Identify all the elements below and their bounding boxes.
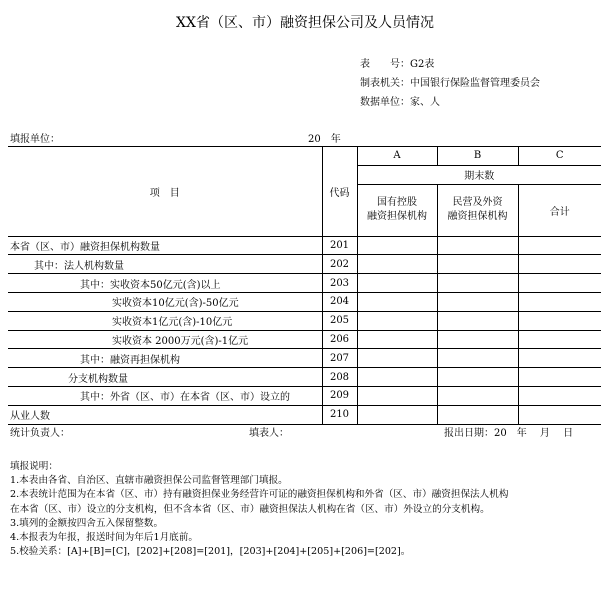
- value-cell-b[interactable]: [437, 405, 518, 424]
- table-row: [8, 255, 601, 274]
- value-cell-c[interactable]: [518, 368, 601, 387]
- report-year: 20 年: [308, 134, 341, 145]
- value-cell-a[interactable]: [357, 349, 437, 368]
- value-cell-a[interactable]: [357, 330, 437, 349]
- report-date: 报出日期：20 年 月 日: [444, 428, 574, 439]
- form-number-label: 表 号：: [360, 59, 410, 70]
- notes-heading: 填报说明：: [10, 461, 58, 472]
- value-cell-a[interactable]: [357, 255, 437, 274]
- col-title-state: 国有控股 融资担保机构: [357, 184, 437, 236]
- value-cell-b[interactable]: [437, 236, 518, 255]
- value-cell-b[interactable]: [437, 255, 518, 274]
- row-code: 208: [322, 368, 357, 387]
- code-header: 代码: [322, 147, 357, 237]
- issuer: 中国银行保险监督管理委员会: [410, 78, 540, 89]
- value-cell-a[interactable]: [357, 386, 437, 405]
- value-cell-c[interactable]: [518, 236, 601, 255]
- note-line: 4.本报表为年报，报送时间为年后1月底前。: [10, 532, 198, 544]
- row-label: 从业人数: [8, 405, 322, 424]
- value-cell-c[interactable]: [518, 292, 601, 311]
- filler-label: 填表人：: [249, 428, 289, 439]
- value-cell-a[interactable]: [357, 311, 437, 330]
- value-cell-b[interactable]: [437, 368, 518, 387]
- value-cell-c[interactable]: [518, 274, 601, 293]
- value-cell-c[interactable]: [518, 311, 601, 330]
- note-line: 5.校验关系：[A]+[B]=[C]，[202]+[208]=[201]，[203]+[204]+[205]+[206]=[202]。: [10, 546, 411, 558]
- page-title: XX省（区、市）融资担保公司及人员情况: [176, 15, 434, 31]
- table-row: [8, 349, 601, 368]
- period-header: 期末数: [357, 165, 601, 184]
- col-title-private: 民营及外资 融资担保机构: [437, 184, 518, 236]
- value-cell-c[interactable]: [518, 349, 601, 368]
- table-row: [8, 386, 601, 405]
- col-title-total: 合计: [518, 184, 601, 236]
- table-row: [8, 311, 601, 330]
- value-cell-b[interactable]: [437, 274, 518, 293]
- row-label: 其中：实收资本50亿元(含)以上: [8, 274, 322, 293]
- statistics-table: [8, 146, 601, 425]
- table-row: [8, 405, 601, 424]
- row-label: 其中：外省（区、市）在本省（区、市）设立的: [8, 386, 322, 405]
- value-cell-b[interactable]: [437, 311, 518, 330]
- row-code: 207: [322, 349, 357, 368]
- row-code: 201: [322, 236, 357, 255]
- value-cell-b[interactable]: [437, 386, 518, 405]
- table-row: [8, 236, 601, 255]
- value-cell-a[interactable]: [357, 274, 437, 293]
- value-cell-a[interactable]: [357, 236, 437, 255]
- form-number: G2表: [410, 59, 435, 70]
- value-cell-b[interactable]: [437, 292, 518, 311]
- col-letter-b: B: [437, 147, 518, 166]
- row-label: 其中：融资再担保机构: [8, 349, 322, 368]
- row-code: 203: [322, 274, 357, 293]
- note-line: 在本省（区、市）设立的分支机构，但不含本省（区、市）融资担保法人机构在省（区、市）外设立的分支机构。: [10, 503, 490, 515]
- row-code: 205: [322, 311, 357, 330]
- value-cell-c[interactable]: [518, 405, 601, 424]
- row-label: 分支机构数量: [8, 368, 322, 387]
- value-cell-c[interactable]: [518, 330, 601, 349]
- value-cell-a[interactable]: [357, 405, 437, 424]
- value-cell-a[interactable]: [357, 292, 437, 311]
- row-code: 206: [322, 330, 357, 349]
- table-row: [8, 330, 601, 349]
- row-code: 202: [322, 255, 357, 274]
- table-row: [8, 368, 601, 387]
- item-header: 项 目: [8, 147, 322, 237]
- value-cell-b[interactable]: [437, 349, 518, 368]
- row-label: 实收资本1亿元(含)-10亿元: [8, 311, 322, 330]
- unit-line: [360, 93, 440, 108]
- row-label: 实收资本10亿元(含)-50亿元: [8, 292, 322, 311]
- table-row: [8, 274, 601, 293]
- unit-label: 数据单位：: [360, 97, 410, 108]
- chief-label: 统计负责人：: [10, 428, 70, 439]
- row-label: 本省（区、市）融资担保机构数量: [8, 236, 322, 255]
- row-code: 209: [322, 386, 357, 405]
- col-letter-c: C: [518, 147, 601, 166]
- col-letter-a: A: [357, 147, 437, 166]
- note-line: 3.填列的金额按四舍五入保留整数。: [10, 517, 164, 529]
- value-cell-b[interactable]: [437, 330, 518, 349]
- table-row: [8, 292, 601, 311]
- note-line: 1.本表由各省、自治区、直辖市融资担保公司监督管理部门填报。: [10, 475, 288, 487]
- issuer-line: [360, 74, 540, 89]
- value-cell-c[interactable]: [518, 386, 601, 405]
- value-cell-a[interactable]: [357, 368, 437, 387]
- filing-notes: [10, 460, 600, 559]
- row-code: 210: [322, 405, 357, 424]
- form-number-line: [360, 55, 434, 70]
- row-code: 204: [322, 292, 357, 311]
- row-label: 其中：法人机构数量: [8, 255, 322, 274]
- unit: 家、人: [410, 97, 440, 108]
- reporter-label: 填报单位：: [10, 134, 60, 145]
- row-label: 实收资本 2000万元(含)-1亿元: [8, 330, 322, 349]
- value-cell-c[interactable]: [518, 255, 601, 274]
- issuer-label: 制表机关：: [360, 78, 410, 89]
- note-line: 2.本表统计范围为在本省（区、市）持有融资担保业务经营许可证的融资担保机构和外省（区、市）融资担保法人机构: [10, 489, 509, 501]
